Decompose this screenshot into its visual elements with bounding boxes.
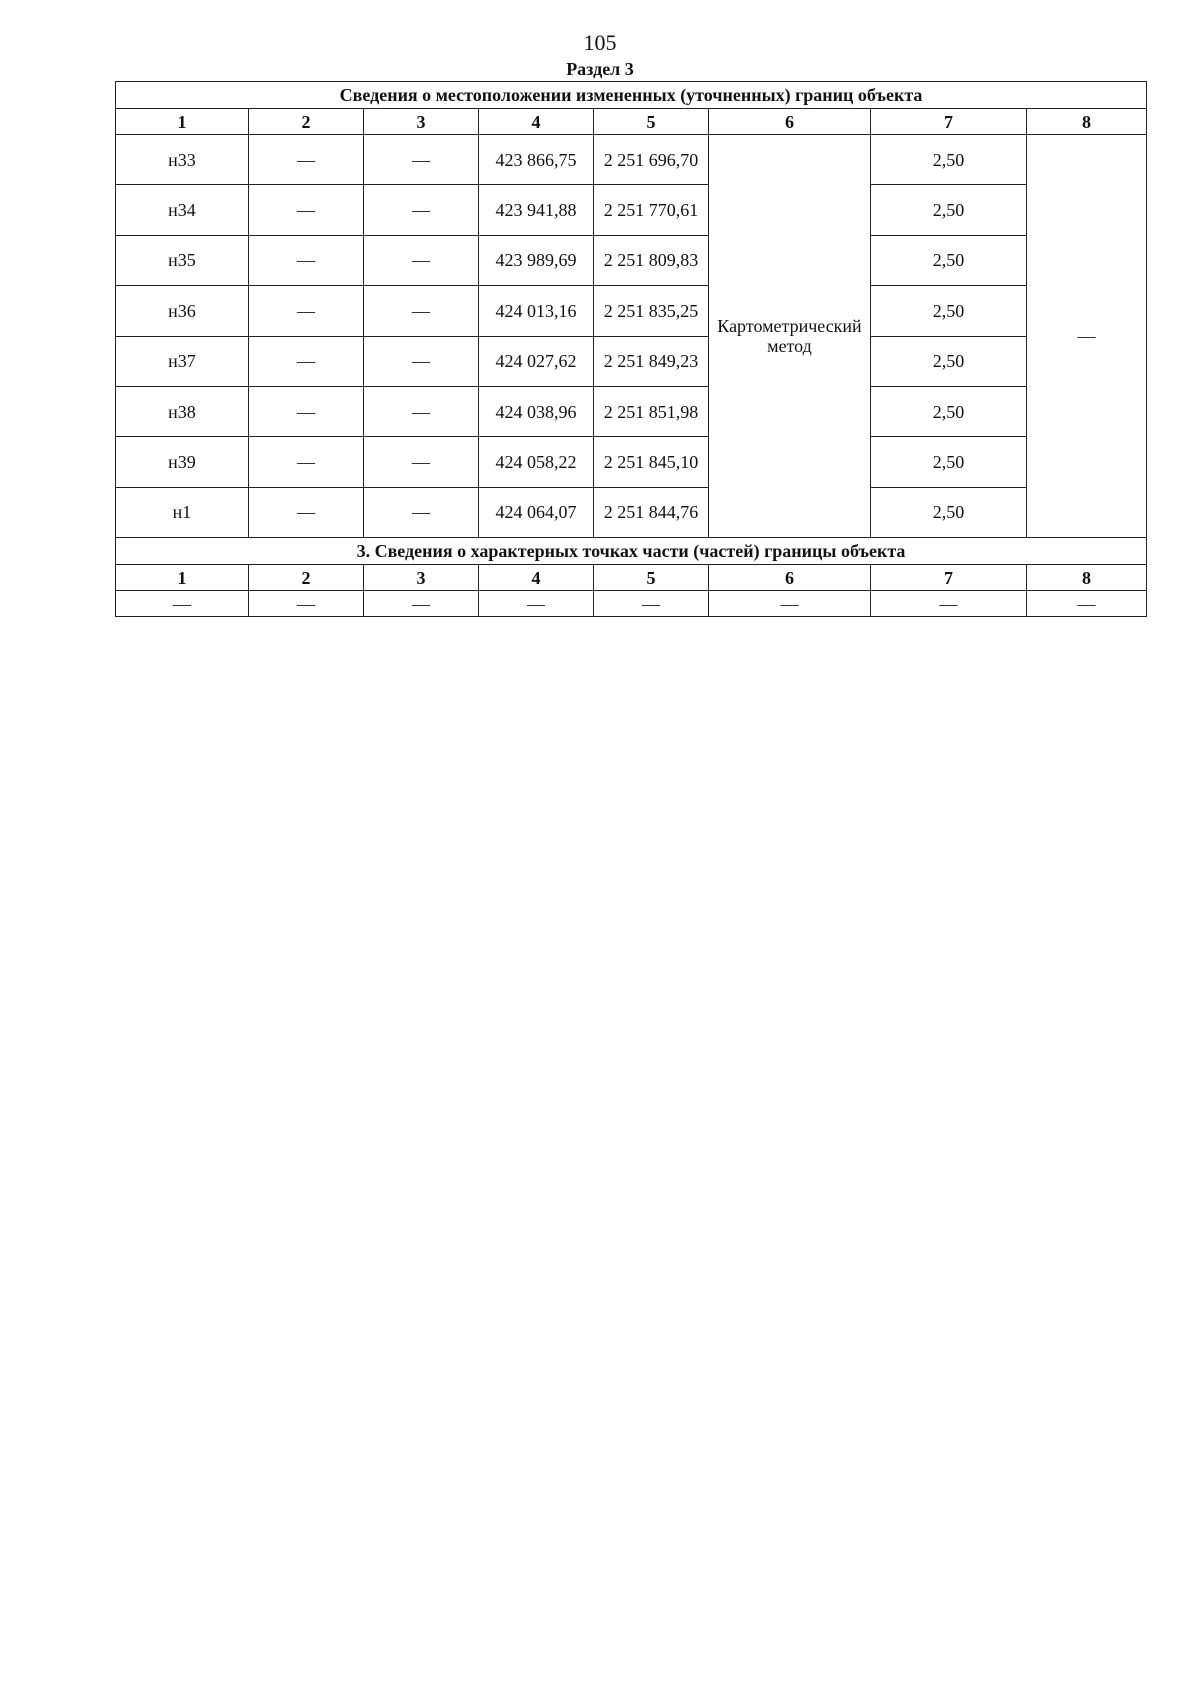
point-name: н38 xyxy=(116,386,249,436)
cell-col3: — xyxy=(364,336,479,386)
cell-col3: — xyxy=(364,487,479,537)
column-number: 4 xyxy=(479,109,594,135)
table-row xyxy=(116,591,1147,617)
accuracy: 2,50 xyxy=(871,336,1027,386)
cell-col3: — xyxy=(364,185,479,235)
column-number: 1 xyxy=(116,109,249,135)
point-name: н39 xyxy=(116,437,249,487)
boundary-table xyxy=(115,81,1147,617)
column-number: 6 xyxy=(709,109,871,135)
accuracy: 2,50 xyxy=(871,386,1027,436)
cell-col2: — xyxy=(249,487,364,537)
cell-col2: — xyxy=(249,135,364,185)
empty-cell: — xyxy=(871,591,1027,617)
table2-caption: 3. Сведения о характерных точках части (частей) границы объекта xyxy=(116,538,1147,565)
coord-x: 423 866,75 xyxy=(479,135,594,185)
accuracy: 2,50 xyxy=(871,437,1027,487)
coord-y: 2 251 809,83 xyxy=(594,235,709,285)
empty-cell: — xyxy=(709,591,871,617)
table-row xyxy=(116,185,1147,235)
point-name: н35 xyxy=(116,235,249,285)
column-number: 7 xyxy=(871,109,1027,135)
coord-y: 2 251 851,98 xyxy=(594,386,709,436)
column-number: 2 xyxy=(249,109,364,135)
cell-col2: — xyxy=(249,437,364,487)
empty-cell: — xyxy=(364,591,479,617)
table-row xyxy=(116,487,1147,537)
page-number: 105 xyxy=(583,30,617,55)
table-row xyxy=(116,437,1147,487)
table-row xyxy=(116,386,1147,436)
coord-y: 2 251 845,10 xyxy=(594,437,709,487)
coord-x: 424 064,07 xyxy=(479,487,594,537)
coord-x: 423 989,69 xyxy=(479,235,594,285)
coord-y: 2 251 849,23 xyxy=(594,336,709,386)
empty-cell: — xyxy=(1027,591,1147,617)
empty-cell: — xyxy=(249,591,364,617)
table-row xyxy=(116,235,1147,285)
accuracy: 2,50 xyxy=(871,286,1027,336)
coord-y: 2 251 844,76 xyxy=(594,487,709,537)
column-number: 1 xyxy=(116,565,249,591)
coord-x: 424 027,62 xyxy=(479,336,594,386)
column-number: 5 xyxy=(594,565,709,591)
column-number: 3 xyxy=(364,565,479,591)
column-number: 7 xyxy=(871,565,1027,591)
cell-col3: — xyxy=(364,235,479,285)
column-number: 5 xyxy=(594,109,709,135)
accuracy: 2,50 xyxy=(871,185,1027,235)
cell-col2: — xyxy=(249,336,364,386)
point-name: н36 xyxy=(116,286,249,336)
cell-col2: — xyxy=(249,386,364,436)
cell-col3: — xyxy=(364,135,479,185)
coord-y: 2 251 835,25 xyxy=(594,286,709,336)
coord-x: 424 013,16 xyxy=(479,286,594,336)
coord-x: 424 058,22 xyxy=(479,437,594,487)
column-number: 2 xyxy=(249,565,364,591)
accuracy: 2,50 xyxy=(871,235,1027,285)
column-number: 8 xyxy=(1027,109,1147,135)
coord-y: 2 251 696,70 xyxy=(594,135,709,185)
cell-col3: — xyxy=(364,286,479,336)
col8-cell: — xyxy=(1027,135,1147,538)
table-row xyxy=(116,336,1147,386)
column-number: 8 xyxy=(1027,565,1147,591)
column-number: 4 xyxy=(479,565,594,591)
column-number: 6 xyxy=(709,565,871,591)
accuracy: 2,50 xyxy=(871,135,1027,185)
cell-col2: — xyxy=(249,235,364,285)
column-number: 3 xyxy=(364,109,479,135)
method-cell: Картометрический метод xyxy=(709,135,871,538)
cell-col2: — xyxy=(249,185,364,235)
point-name: н1 xyxy=(116,487,249,537)
table1-caption: Сведения о местоположении измененных (уточненных) границ объекта xyxy=(116,82,1147,109)
table2-column-numbers xyxy=(116,565,1147,591)
point-name: н37 xyxy=(116,336,249,386)
cell-col3: — xyxy=(364,437,479,487)
empty-cell: — xyxy=(479,591,594,617)
coord-x: 424 038,96 xyxy=(479,386,594,436)
table1-column-numbers xyxy=(116,109,1147,135)
section-title: Раздел 3 xyxy=(566,59,634,79)
coord-x: 423 941,88 xyxy=(479,185,594,235)
empty-cell: — xyxy=(116,591,249,617)
table-row xyxy=(116,135,1147,185)
cell-col3: — xyxy=(364,386,479,436)
accuracy: 2,50 xyxy=(871,487,1027,537)
point-name: н33 xyxy=(116,135,249,185)
coord-y: 2 251 770,61 xyxy=(594,185,709,235)
empty-cell: — xyxy=(594,591,709,617)
cell-col2: — xyxy=(249,286,364,336)
point-name: н34 xyxy=(116,185,249,235)
table-row xyxy=(116,286,1147,336)
